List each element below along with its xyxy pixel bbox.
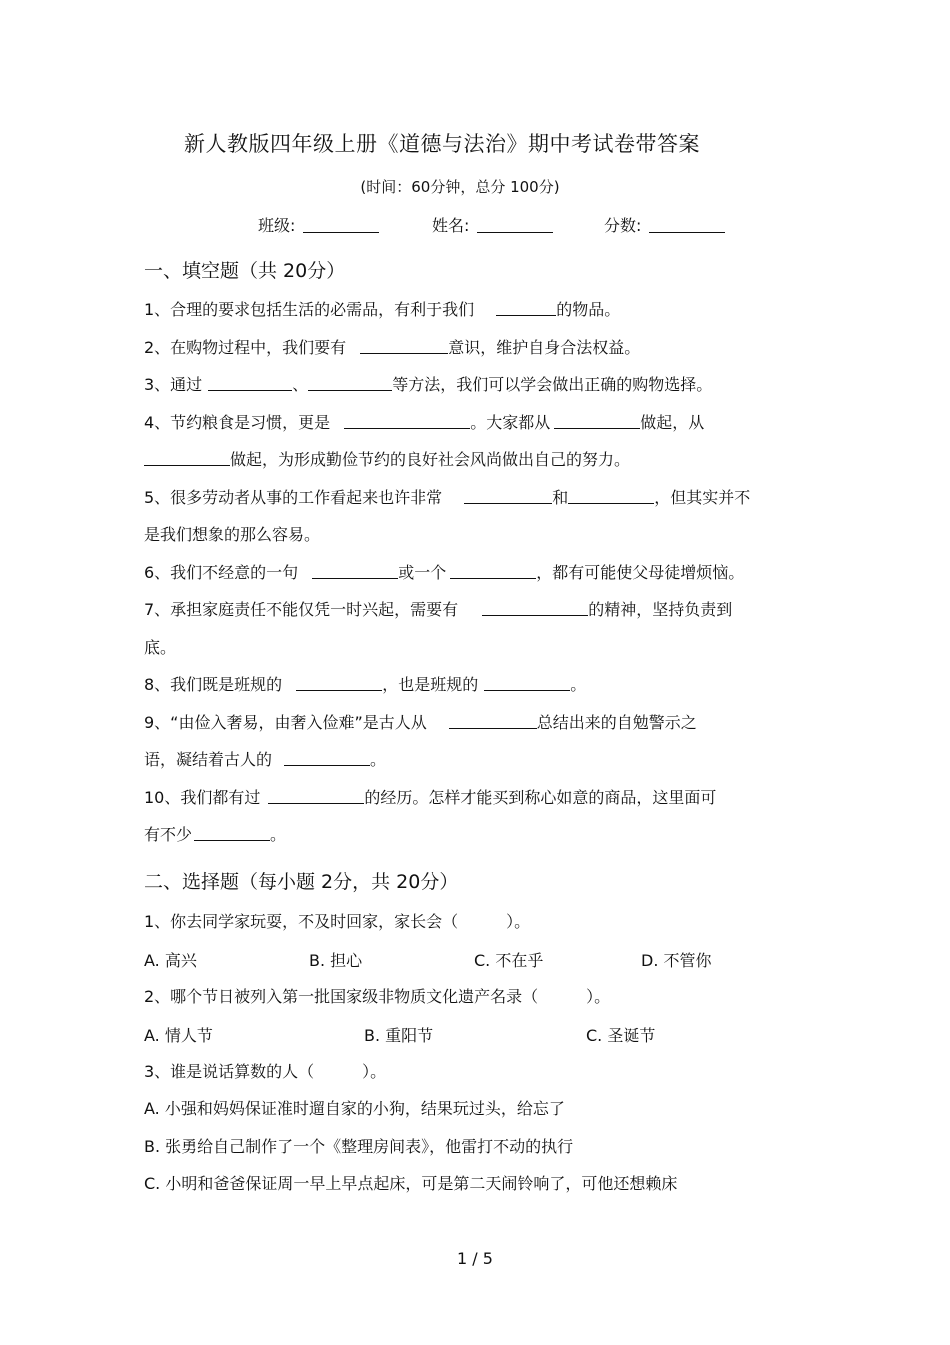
page-number: 1 / 5 — [457, 1249, 493, 1268]
fill-question-4: 4、节约粮食是习惯，更是 。大家都从 做起，从 — [144, 413, 705, 432]
exam-subtitle: (时间：60分钟，总分 100分) — [360, 178, 560, 196]
fill-question-2: 2、在购物过程中，我们要有 意识，维护自身合法权益。 — [144, 338, 641, 357]
answer-blank — [450, 563, 536, 579]
choice-1-option-d: D. 不管你 — [641, 951, 712, 970]
answer-blank — [360, 338, 448, 354]
score-blank — [649, 216, 725, 233]
fill-question-9-continued: 语，凝结着古人的 。 — [144, 750, 387, 769]
student-info-row — [258, 213, 778, 237]
fill-question-7: 7、承担家庭责任不能仅凭一时兴起，需要有 的精神，坚持负责到 — [144, 600, 733, 619]
answer-blank — [568, 488, 654, 504]
answer-blank — [464, 488, 552, 504]
fill-question-5-continued: 是我们想象的那么容易。 — [144, 525, 321, 544]
choice-2-option-a: A. 情人节 — [144, 1026, 213, 1045]
name-blank — [477, 216, 553, 233]
answer-blank — [144, 450, 230, 466]
choice-2-option-b: B. 重阳节 — [364, 1026, 434, 1045]
choice-1-option-b: B. 担心 — [309, 951, 363, 970]
answer-blank — [496, 300, 556, 316]
choice-1-option-a: A. 高兴 — [144, 951, 197, 970]
name-field — [432, 213, 553, 236]
score-label: 分数: — [604, 216, 642, 235]
fill-question-10: 10、我们都有过 的经历。怎样才能买到称心如意的商品，这里面可 — [144, 788, 717, 807]
page-title: 新人教版四年级上册《道德与法治》期中考试卷带答案 — [184, 132, 700, 156]
choice-3-option-b: B. 张勇给自己制作了一个《整理房间表》，他雷打不动的执行 — [144, 1137, 574, 1156]
fill-question-8: 8、我们既是班规的 ，也是班规的 。 — [144, 675, 587, 694]
fill-question-3: 3、通过 、 等方法，我们可以学会做出正确的购物选择。 — [144, 375, 713, 394]
answer-blank — [208, 375, 292, 391]
fill-question-5: 5、很多劳动者从事的工作看起来也许非常 和 ，但其实并不 — [144, 488, 751, 507]
section-fill-blank-heading: 一、填空题（共 20分） — [144, 260, 346, 282]
choice-1-option-c: C. 不在乎 — [474, 951, 544, 970]
choice-3-option-a: A. 小强和妈妈保证准时遛自家的小狗，结果玩过头，给忘了 — [144, 1099, 565, 1118]
answer-blank — [312, 563, 398, 579]
answer-blank — [449, 713, 537, 729]
name-label: 姓名: — [432, 216, 470, 235]
fill-question-10-continued: 有不少 。 — [144, 825, 287, 844]
fill-question-4-continued: 做起，为形成勤俭节约的良好社会风尚做出自己的努力。 — [144, 449, 630, 471]
answer-blank — [268, 788, 364, 804]
answer-blank — [482, 600, 588, 616]
fill-question-1: 1、合理的要求包括生活的必需品，有利于我们 的物品。 — [144, 300, 621, 319]
answer-blank — [194, 825, 270, 841]
answer-blank — [308, 375, 392, 391]
choice-2-option-c: C. 圣诞节 — [586, 1026, 656, 1045]
fill-question-9: 9、“由俭入奢易，由奢入俭难”是古人从 总结出来的自勉警示之 — [144, 713, 697, 732]
class-label: 班级: — [258, 216, 296, 235]
score-field — [604, 213, 725, 236]
fill-question-7-continued: 底。 — [144, 638, 177, 657]
answer-blank — [554, 413, 640, 429]
choice-question-3: 3、谁是说话算数的人（ ）。 — [144, 1062, 387, 1081]
answer-blank — [284, 750, 370, 766]
choice-3-option-c: C. 小明和爸爸保证周一早上早点起床，可是第二天闹铃响了，可他还想赖床 — [144, 1174, 678, 1193]
choice-question-2: 2、哪个节日被列入第一批国家级非物质文化遗产名录（ ）。 — [144, 987, 611, 1006]
answer-blank — [344, 413, 470, 429]
choice-question-1: 1、你去同学家玩耍，不及时回家，家长会（ ）。 — [144, 912, 531, 931]
answer-blank — [296, 675, 382, 691]
answer-blank — [484, 675, 570, 691]
fill-question-6: 6、我们不经意的一句 或一个 ，都有可能使父母徒增烦恼。 — [144, 563, 745, 582]
section-multiple-choice-heading: 二、选择题（每小题 2分，共 20分） — [144, 871, 459, 893]
class-field — [258, 213, 379, 236]
class-blank — [303, 216, 379, 233]
